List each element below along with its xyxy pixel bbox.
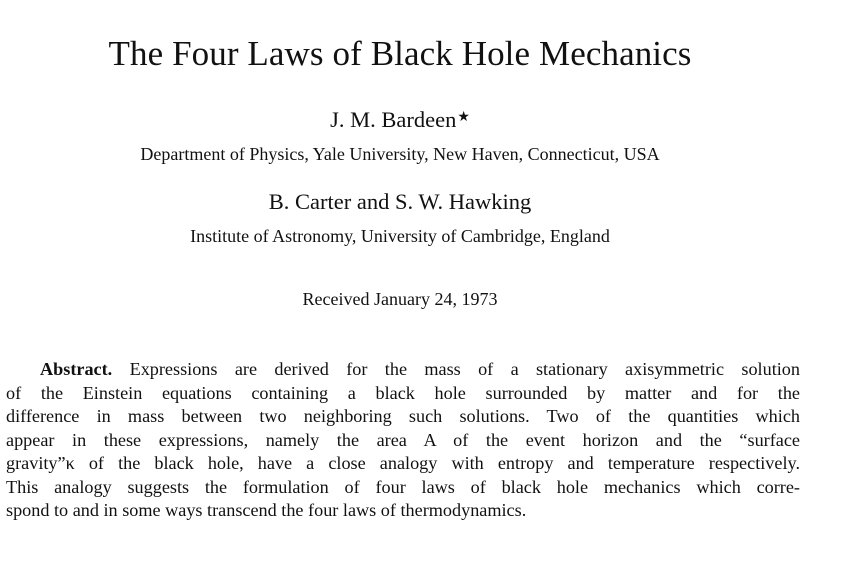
abstract-line: spond to and in some ways transcend the four laws of thermodynamics. — [6, 500, 527, 520]
abstract-heading: Abstract. — [40, 359, 113, 379]
received-date: Received January 24, 1973 — [302, 289, 498, 309]
abstract-line: gravity”κ of the black hole, have a close analogy with entropy and temperature respectively. — [6, 453, 800, 473]
abstract — [6, 358, 800, 523]
author-names: J. M. Bardeen — [330, 107, 457, 132]
abstract-line: This analogy suggests the formulation of four laws of black hole mechanics which corre- — [6, 476, 800, 497]
affiliation-cambridge: Institute of Astronomy, University of Cambridge, England — [190, 226, 610, 246]
footnote-star: ★ — [457, 110, 470, 125]
abstract-line: appear in these expressions, namely the area A of the event horizon and the “surface — [6, 429, 800, 450]
abstract-line: difference in mass between two neighboring such solutions. Two of the quantities which — [6, 406, 800, 426]
abstract-line: of the Einstein equations containing a black hole surrounded by matter and for the — [6, 382, 800, 403]
author-carter-hawking: B. Carter and S. W. Hawking — [268, 189, 532, 214]
abstract-line: Abstract. Expressions are derived for the mass of a stationary axisymmetric solution — [40, 359, 800, 379]
affiliation-yale: Department of Physics, Yale University, New Haven, Connecticut, USA — [140, 144, 660, 164]
paper-title: The Four Laws of Black Hole Mechanics — [108, 34, 692, 73]
author-bardeen — [0, 107, 800, 133]
